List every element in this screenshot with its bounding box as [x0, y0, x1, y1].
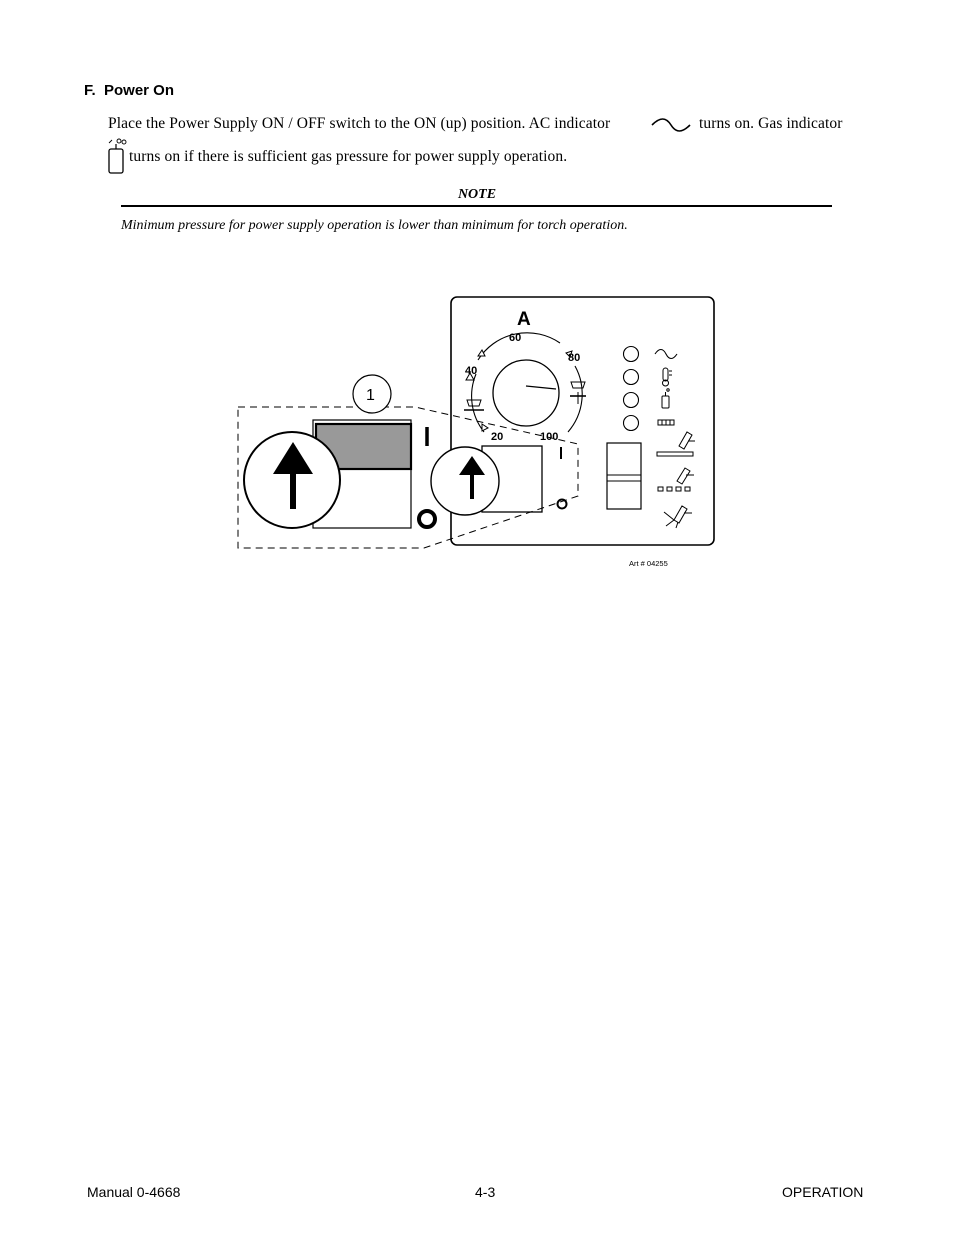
section-heading: F. Power On — [84, 82, 175, 99]
footer-section-name: OPERATION — [782, 1184, 864, 1200]
temp-indicator-lamp — [624, 370, 639, 385]
dial-tick-40: 40 — [465, 365, 478, 377]
callout-1-label: 1 — [366, 387, 375, 404]
off-mark-large — [419, 511, 435, 527]
panel-label: A — [517, 309, 531, 330]
current-dial — [493, 360, 559, 426]
paragraph-line-2: turns on if there is sufficient gas pressure for power supply operation. — [129, 148, 568, 165]
dial-tick-60: 60 — [509, 332, 522, 344]
cap-indicator-lamp — [624, 416, 639, 431]
art-number: Art # 04255 — [629, 559, 668, 568]
up-arrow-callout-small — [431, 447, 499, 515]
note-text: Minimum pressure for power supply operation is lower than minimum for torch operation. — [121, 218, 628, 233]
mode-selector-switch[interactable] — [607, 443, 641, 509]
dial-tick-20: 20 — [491, 431, 504, 443]
note-label: NOTE — [457, 187, 497, 202]
ac-indicator-lamp — [624, 347, 639, 362]
paragraph-line-1-end: turns on. Gas indicator — [699, 115, 843, 132]
footer-page-number: 4-3 — [475, 1184, 496, 1200]
paragraph-line-1-start: Place the Power Supply ON / OFF switch to the ON (up) position. AC indicator — [108, 115, 611, 132]
dial-tick-80: 80 — [568, 352, 581, 364]
dial-tick-100: 100 — [540, 431, 559, 443]
footer-manual-number: Manual 0-4668 — [87, 1184, 181, 1200]
gas-indicator-lamp — [624, 393, 639, 408]
